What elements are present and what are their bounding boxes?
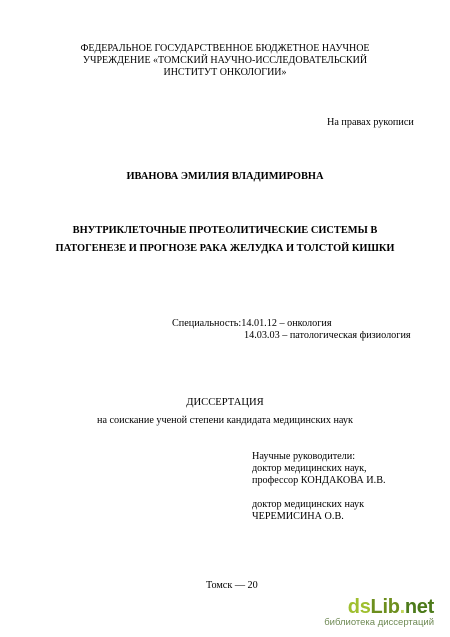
supervisors-heading: Научные руководители: [252,451,356,462]
document-type: ДИССЕРТАЦИЯ [186,397,264,408]
dslib-logo [348,597,434,617]
title-line-2: ПАТОГЕНЕЗЕ И ПРОГНОЗЕ РАКА ЖЕЛУДКА И ТОЛСТОЙ КИШКИ [55,243,395,254]
logo-ds: ds [347,596,371,618]
manuscript-rights-note: На правах рукописи [327,117,414,128]
place-and-year: Томск — 20 [206,580,258,591]
degree-description: на соискание ученой степени кандидата медицинских наук [97,415,353,426]
specialty-line-1: Специальность:14.01.12 – онкология [172,318,332,329]
supervisor-2-degree: доктор медицинских наук [252,499,365,510]
supervisor-2-name: ЧЕРЕМИСИНА О.В. [252,511,344,522]
dslib-watermark [316,597,436,629]
specialty-line-2: 14.03.03 – патологическая физиология [244,330,411,341]
logo-dot: . [399,596,405,618]
title-line-1: ВНУТРИКЛЕТОЧНЫЕ ПРОТЕОЛИТИЧЕСКИЕ СИСТЕМЫ В [72,225,378,236]
author-name: ИВАНОВА ЭМИЛИЯ ВЛАДИМИРОВНА [126,171,324,182]
institution-line-3: ИНСТИТУТ ОНКОЛОГИИ» [163,67,287,78]
supervisor-1-name: профессор КОНДАКОВА И.В. [252,475,386,486]
supervisor-1-degree: доктор медицинских наук, [252,463,367,474]
logo-net: net [404,596,434,618]
watermark-subtitle: библиотека диссертаций [324,617,434,628]
logo-lib: Lib [370,596,400,618]
institution-line-2: УЧРЕЖДЕНИЕ «ТОМСКИЙ НАУЧНО-ИССЛЕДОВАТЕЛЬСКИЙ [82,55,368,66]
institution-line-1: ФЕДЕРАЛЬНОЕ ГОСУДАРСТВЕННОЕ БЮДЖЕТНОЕ НАУЧНОЕ [80,43,370,54]
